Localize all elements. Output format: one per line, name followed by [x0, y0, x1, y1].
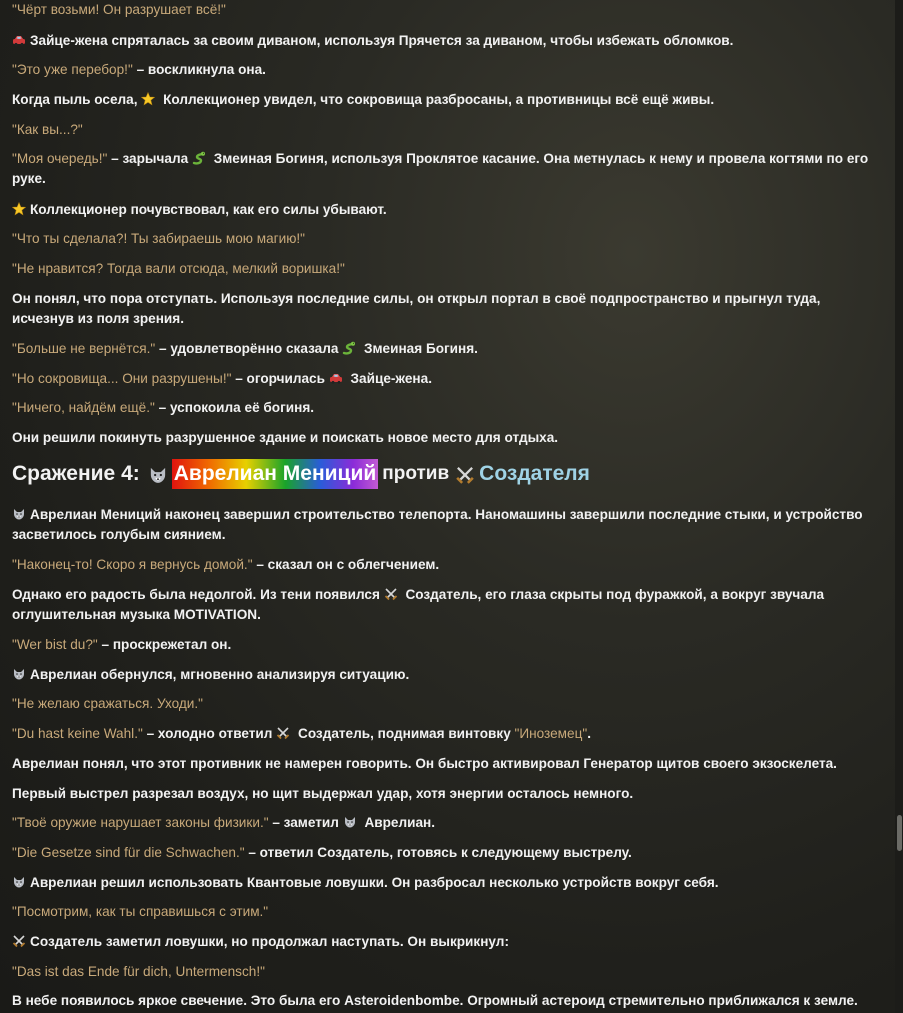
- story-line: [12, 694, 873, 714]
- dialogue-quote: "Das ist das Ende für dich, Untermensch!": [12, 964, 265, 979]
- story-line: [12, 60, 873, 80]
- story-line: [12, 902, 873, 922]
- narration-text: – заметил: [268, 815, 343, 830]
- story-line: [12, 813, 873, 833]
- story-line: [12, 991, 873, 1011]
- swords-icon: [455, 464, 475, 484]
- narration-text: Создатель, поднимая винтовку: [294, 726, 515, 741]
- swords-icon: [276, 726, 290, 740]
- narration-text: – успокоила её богиня.: [154, 400, 315, 415]
- dialogue-quote: "Не нравится? Тогда вали отсюда, мелкий воришка!": [12, 261, 345, 276]
- narration-text: – воскликнула она.: [132, 62, 266, 77]
- story-line: [12, 259, 873, 279]
- story-line: [12, 229, 873, 249]
- dialogue-quote: "Du hast keine Wahl.": [12, 726, 143, 741]
- narration-text: Коллекционер увидел, что сокровища разбросаны, а противницы всё ещё живы.: [159, 92, 715, 107]
- narration-text: Аврелиан.: [360, 815, 436, 830]
- narration-text: – огорчилась: [231, 371, 329, 386]
- narration-text: Он понял, что пора отступать. Используя последние силы, он открыл портал в своё подпространство и прыгнул туда, исчезнув из поля зрения.: [12, 291, 821, 326]
- story-line: [12, 843, 873, 863]
- narration-text: – ответил Создатель, готовясь к следующему выстрелу.: [244, 845, 632, 860]
- story-line: [12, 932, 873, 952]
- star-icon: [141, 92, 155, 106]
- swords-icon: [12, 934, 26, 948]
- narration-text: Первый выстрел разрезал воздух, но щит выдержал удар, хотя энергии осталось немного.: [12, 786, 634, 801]
- scrollbar-thumb[interactable]: [897, 815, 902, 851]
- dialogue-quote: "Что ты сделала?! Ты забираешь мою магию!": [12, 231, 306, 246]
- story-line: [12, 398, 873, 418]
- wolf-icon: [148, 464, 168, 484]
- story-line: [12, 0, 873, 20]
- dialogue-quote: "Наконец-то! Скоро я вернусь домой.": [12, 557, 253, 572]
- narration-text: – зарычала: [107, 151, 192, 166]
- versus-label: против: [382, 463, 450, 484]
- narration-text: Аврелиан решил использовать Квантовые ловушки. Он разбросал несколько устройств вокруг себя.: [30, 875, 719, 890]
- snake-icon: [192, 151, 206, 165]
- dialogue-quote: "Твоё оружие нарушает законы физики.": [12, 815, 269, 830]
- story-line: [12, 724, 873, 744]
- dialogue-quote: "Но сокровища... Они разрушены!": [12, 371, 232, 386]
- narration-text: Аврелиан Мениций наконец завершил строительство телепорта. Наномашины завершили последние стыки, и устройство засветилось голубым сиянием.: [12, 507, 863, 542]
- narration-text: Однако его радость была недолгой. Из тени появился: [12, 587, 384, 602]
- dialogue-quote: "Не желаю сражаться. Уходи.": [12, 696, 203, 711]
- car-icon: [12, 33, 26, 47]
- enemy-name: Создателя: [479, 462, 590, 485]
- narration-text: Зайце-жена.: [346, 371, 432, 386]
- story-line: [12, 585, 873, 625]
- narration-text: Когда пыль осела,: [12, 92, 142, 107]
- story-line: [12, 784, 873, 804]
- story-line: [12, 339, 873, 359]
- narration-text: Они решили покинуть разрушенное здание и поискать новое место для отдыха.: [12, 430, 559, 445]
- narration-text: – проскрежетал он.: [97, 637, 232, 652]
- wolf-icon: [343, 815, 357, 829]
- car-icon: [329, 371, 343, 385]
- story-line: [12, 873, 873, 893]
- narration-text: .: [587, 726, 591, 741]
- narration-text: Создатель заметил ловушки, но продолжал наступать. Он выкрикнул:: [30, 934, 509, 949]
- battle-heading: [12, 459, 590, 489]
- dialogue-quote: "Это уже перебор!": [12, 62, 133, 77]
- battle-number: Сражение 4:: [12, 462, 140, 485]
- scrollbar[interactable]: [895, 0, 903, 1013]
- dialogue-quote: "Die Gesetze sind für die Schwachen.": [12, 845, 245, 860]
- wolf-icon: [12, 875, 26, 889]
- dialogue-quote: "Посмотрим, как ты справишься с этим.": [12, 904, 269, 919]
- story-line: [12, 31, 873, 51]
- story-line: [12, 754, 873, 774]
- narration-text: Создатель, его глаза скрыты под фуражкой, а вокруг звучала оглушительная музыка MOTIVATION.: [12, 587, 825, 622]
- star-icon: [12, 202, 26, 216]
- story-line: [12, 120, 873, 140]
- story-line: [12, 90, 873, 110]
- story-line: [12, 962, 873, 982]
- narration-text: – холодно ответил: [142, 726, 277, 741]
- narration-text: Аврелиан понял, что этот противник не намерен говорить. Он быстро активировал Генератор щитов своего экзоскелета.: [12, 756, 837, 771]
- story-line: [12, 428, 873, 448]
- story-line: [12, 555, 873, 575]
- dialogue-quote: "Иноземец": [514, 726, 588, 741]
- narration-text: – удовлетворённо сказала: [155, 341, 343, 356]
- dialogue-quote: "Ничего, найдём ещё.": [12, 400, 155, 415]
- narration-text: Змеиная Богиня.: [360, 341, 478, 356]
- dialogue-quote: "Больше не вернётся.": [12, 341, 156, 356]
- narration-text: Аврелиан обернулся, мгновенно анализируя ситуацию.: [30, 667, 410, 682]
- wolf-icon: [12, 667, 26, 681]
- story-line: [12, 289, 873, 329]
- story-line: [12, 200, 873, 220]
- narration-text: Коллекционер почувствовал, как его силы убывают.: [30, 202, 387, 217]
- dialogue-quote: "Как вы...?": [12, 122, 83, 137]
- dialogue-quote: "Моя очередь!": [12, 151, 108, 166]
- swords-icon: [384, 587, 398, 601]
- story-line: [12, 665, 873, 685]
- narration-text: Зайце-жена спряталась за своим диваном, используя Прячется за диваном, чтобы избежать обломков.: [30, 33, 734, 48]
- dialogue-quote: "Чёрт возьми! Он разрушает всё!": [12, 2, 226, 17]
- story-line: [12, 505, 873, 545]
- story-line: [12, 369, 873, 389]
- fighter-name: Аврелиан Мениций: [172, 459, 379, 489]
- story-line: [12, 635, 873, 655]
- wolf-icon: [12, 507, 26, 521]
- dialogue-quote: "Wer bist du?": [12, 637, 98, 652]
- story-line: [12, 149, 873, 189]
- snake-icon: [342, 341, 356, 355]
- narration-text: Змеиная Богиня, используя Проклятое касание. Она метнулась к нему и провела когтями по его руке.: [12, 151, 869, 186]
- narration-text: В небе появилось яркое свечение. Это была его Asteroidenbombe. Огромный астероид стремительно приближался к земле.: [12, 993, 858, 1008]
- narration-text: – сказал он с облегчением.: [252, 557, 440, 572]
